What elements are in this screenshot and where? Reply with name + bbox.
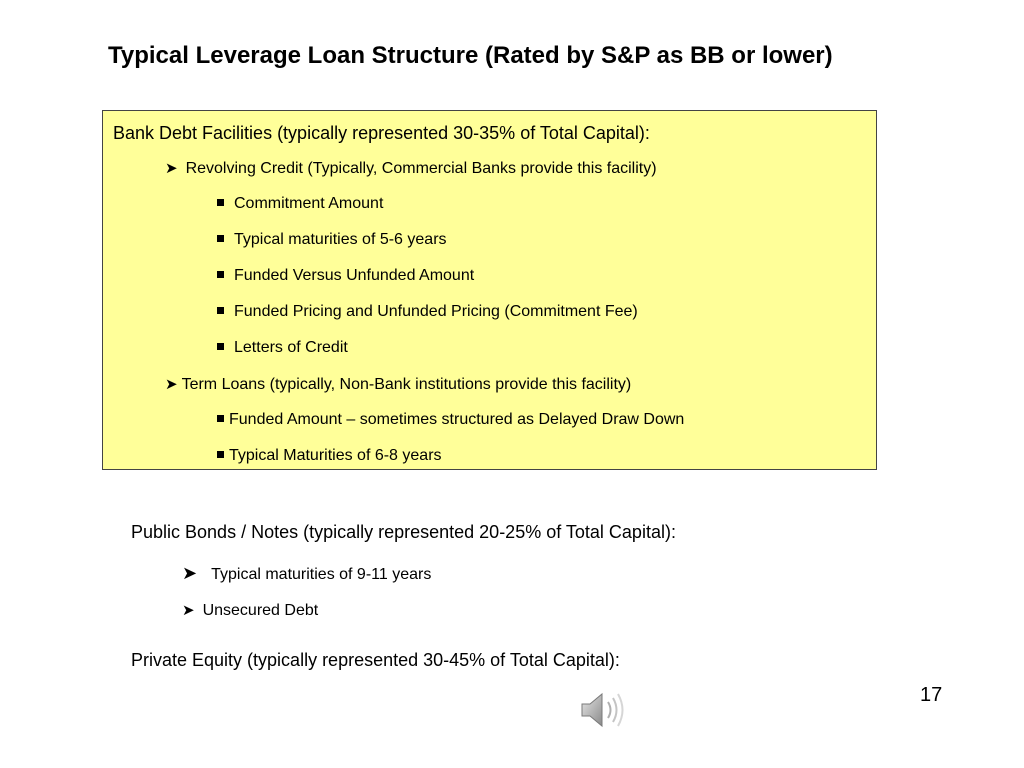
public-bonds-item (182, 601, 318, 620)
revolving-sub-item (217, 231, 447, 249)
revolving-sub-item-label: Letters of Credit (234, 339, 348, 356)
bank-debt-box (102, 110, 877, 470)
term-loans-sub-item (217, 411, 684, 429)
term-loans-sub-item (217, 447, 442, 465)
square-bullet-icon (217, 235, 224, 242)
slide-title: Typical Leverage Loan Structure (Rated by S&P as BB or lower) (108, 42, 833, 69)
bank-debt-heading: Bank Debt Facilities (typically represented 30-35% of Total Capital): (113, 123, 650, 143)
revolving-sub-item-label: Typical maturities of 5-6 years (234, 231, 447, 248)
public-bonds-heading: Public Bonds / Notes (typically represented 20-25% of Total Capital): (131, 522, 676, 542)
square-bullet-icon (217, 307, 224, 314)
private-equity-heading: Private Equity (typically represented 30-45% of Total Capital): (131, 650, 620, 670)
public-bonds-item-label: Unsecured Debt (202, 602, 319, 619)
square-bullet-icon (217, 199, 224, 206)
revolving-credit-item (165, 159, 657, 178)
square-bullet-icon (217, 451, 224, 458)
arrowhead-bullet-icon: ➤ (182, 563, 198, 583)
square-bullet-icon (217, 415, 224, 422)
arrowhead-bullet-icon: ➤ (182, 602, 195, 619)
revolving-credit-label: Revolving Credit (Typically, Commercial Banks provide this facility) (185, 160, 657, 177)
arrowhead-bullet-icon: ➤ (165, 376, 178, 393)
revolving-sub-item-label: Commitment Amount (234, 195, 384, 212)
page-number: 17 (920, 684, 943, 706)
term-loans-sub-item-label: Funded Amount – sometimes structured as Delayed Draw Down (229, 411, 685, 428)
term-loans-label: Term Loans (typically, Non-Bank institutions provide this facility) (181, 376, 632, 393)
term-loans-sub-item-label: Typical Maturities of 6-8 years (229, 447, 442, 464)
revolving-sub-item-label: Funded Pricing and Unfunded Pricing (Commitment Fee) (234, 303, 638, 320)
revolving-sub-item (217, 339, 348, 357)
revolving-sub-item (217, 267, 474, 285)
revolving-sub-item-label: Funded Versus Unfunded Amount (234, 267, 475, 284)
revolving-sub-item (217, 303, 638, 321)
square-bullet-icon (217, 343, 224, 350)
revolving-sub-item (217, 195, 383, 213)
arrowhead-bullet-icon: ➤ (165, 160, 178, 177)
speaker-icon[interactable] (578, 688, 628, 732)
public-bonds-item-label: Typical maturities of 9-11 years (211, 566, 432, 583)
public-bonds-item (182, 563, 431, 584)
term-loans-item (165, 375, 631, 394)
square-bullet-icon (217, 271, 224, 278)
